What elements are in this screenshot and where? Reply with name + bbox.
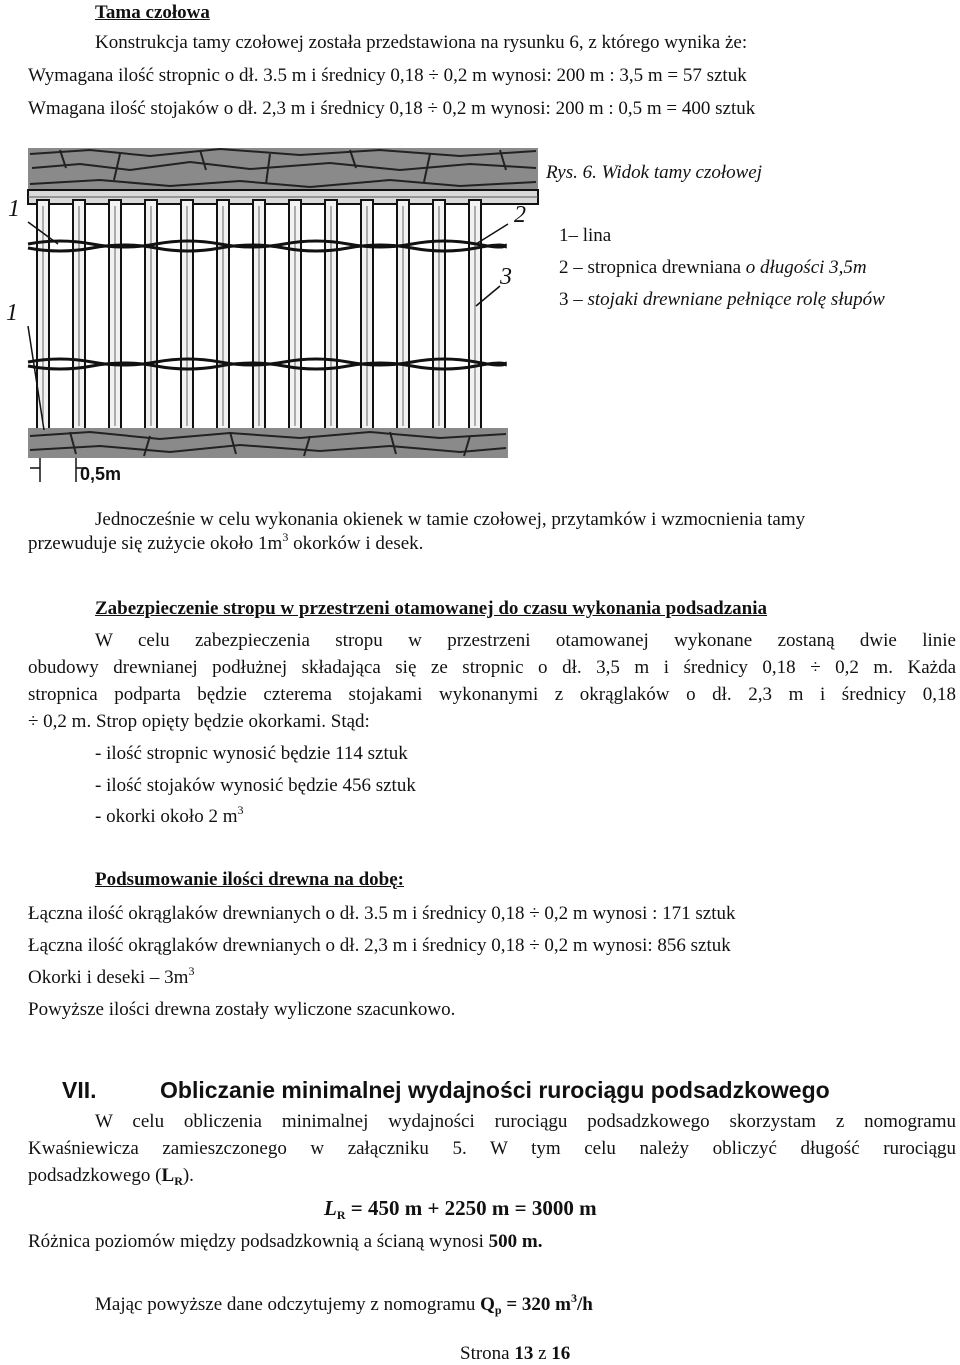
figure-caption: Rys. 6. Widok tamy czołowej: [546, 162, 763, 183]
zabezp-list-item: - ilość stropnic wynosić będzie 114 sztuk: [95, 743, 408, 764]
section-number: VII.: [62, 1077, 97, 1103]
tama-line-stojaki: Wmagana ilość stojaków o dł. 2,3 m i średnicy 0,18 ÷ 0,2 m wynosi: 200 m : 0,5 m = 400 sztuk: [28, 98, 756, 119]
section-heading-tama: Tama czołowa: [95, 2, 210, 23]
figure-label-1-upper: 1: [8, 196, 20, 222]
section7-line-1: W celu obliczenia minimalnej wydajności rurociągu podsadzkowego skorzystam z nomogramu: [95, 1111, 956, 1132]
figure-dimension-label: 0,5m: [80, 464, 122, 484]
podsumowanie-line-4: Powyższe ilości drewna zostały wyliczone szacunkowo.: [28, 999, 456, 1020]
section-heading-zabezpieczenie: Zabezpieczenie stropu w przestrzeni otamowanej do czasu wykonania podsadzania: [95, 598, 768, 619]
legend-item-2: 2 – stropnica drewniana o długości 3,5m: [559, 257, 867, 278]
jednoczesnie-line-1: Jednocześnie w celu wykonania okienek w tamie czołowej, przytamków i wzmocnienia tamy: [95, 509, 806, 530]
section7-line-2: Kwaśniewicza zamieszczonego w załączniku 5. W tym celu należy obliczyć długość rurociągu: [28, 1138, 956, 1159]
zabezp-list-item: - ilość stojaków wynosić będzie 456 sztuk: [95, 775, 416, 796]
zabezp-line-4: ÷ 0,2 m. Strop opięty będzie okorkami. Stąd:: [28, 711, 370, 732]
page-footer: Strona 13 z 16: [460, 1343, 571, 1364]
jednoczesnie-line-2: przewuduje się zużycie około $1m^3$ okorków i desek.: [28, 530, 424, 554]
podsumowanie-line-3: Okorki i deseki – $3m^3$: [28, 964, 195, 988]
podsumowanie-line-1: Łączna ilość okrąglaków drewnianych o dł. 3.5 m i średnicy 0,18 ÷ 0,2 m wynosi : 171 sztuk: [28, 903, 736, 924]
formula: $L_R = 450$ m + 2250 m = 3000 m: [324, 1196, 597, 1222]
legend-item-1: 1– lina: [559, 225, 612, 246]
dam-figure: [0, 140, 540, 500]
zabezp-line-1: W celu zabezpieczenia stropu w przestrzeni otamowanej wykonane zostaną dwie linie: [95, 630, 956, 651]
figure-label-2: 2: [514, 202, 526, 228]
legend-item-3: 3 – stojaki drewniane pełniące rolę słupów: [559, 289, 885, 310]
section-heading-podsumowanie: Podsumowanie ilości drewna na dobę:: [95, 869, 404, 890]
podsumowanie-line-2: Łączna ilość okrąglaków drewnianych o dł. 2,3 m i średnicy 0,18 ÷ 0,2 m wynosi: 856 sztuk: [28, 935, 731, 956]
tama-intro: Konstrukcja tamy czołowej została przedstawiona na rysunku 6, z którego wynika że:: [95, 32, 748, 53]
tama-line-stropnice: Wymagana ilość stropnic o dł. 3.5 m i średnicy 0,18 ÷ 0,2 m wynosi: 200 m : 3,5 m = 57 sztuk: [28, 65, 747, 86]
roznica-line: Różnica poziomów między podsadzkownią a ścianą wynosi 500 m.: [28, 1231, 543, 1252]
zabezp-line-3: stropnica podparta będzie czterema stojakami wykonanymi z okrąglaków o dł. 2,3 m i średnicy 0,18: [28, 684, 956, 705]
dimension-marker: [30, 458, 86, 482]
zabezp-list-item: - okorki około 2 $m^3$: [95, 803, 244, 827]
zabezp-line-2: obudowy drewnianej podłużnej składająca się ze stropnic o dł. 3,5 m i średnicy 0,18 ÷ 0,2 m. Każda: [28, 657, 956, 678]
section-title: Obliczanie minimalnej wydajności rurociągu podsadzkowego: [160, 1077, 830, 1103]
post-grain: [43, 206, 475, 426]
majac-line: Mając powyższe dane odczytujemy z nomogramu $Q_p = 320$ $m^3/h$: [95, 1291, 593, 1317]
figure-label-3: 3: [500, 264, 512, 290]
section7-line-3: podsadzkowego $(L_R)$.: [28, 1165, 194, 1188]
figure-label-1-lower: 1: [6, 300, 18, 326]
